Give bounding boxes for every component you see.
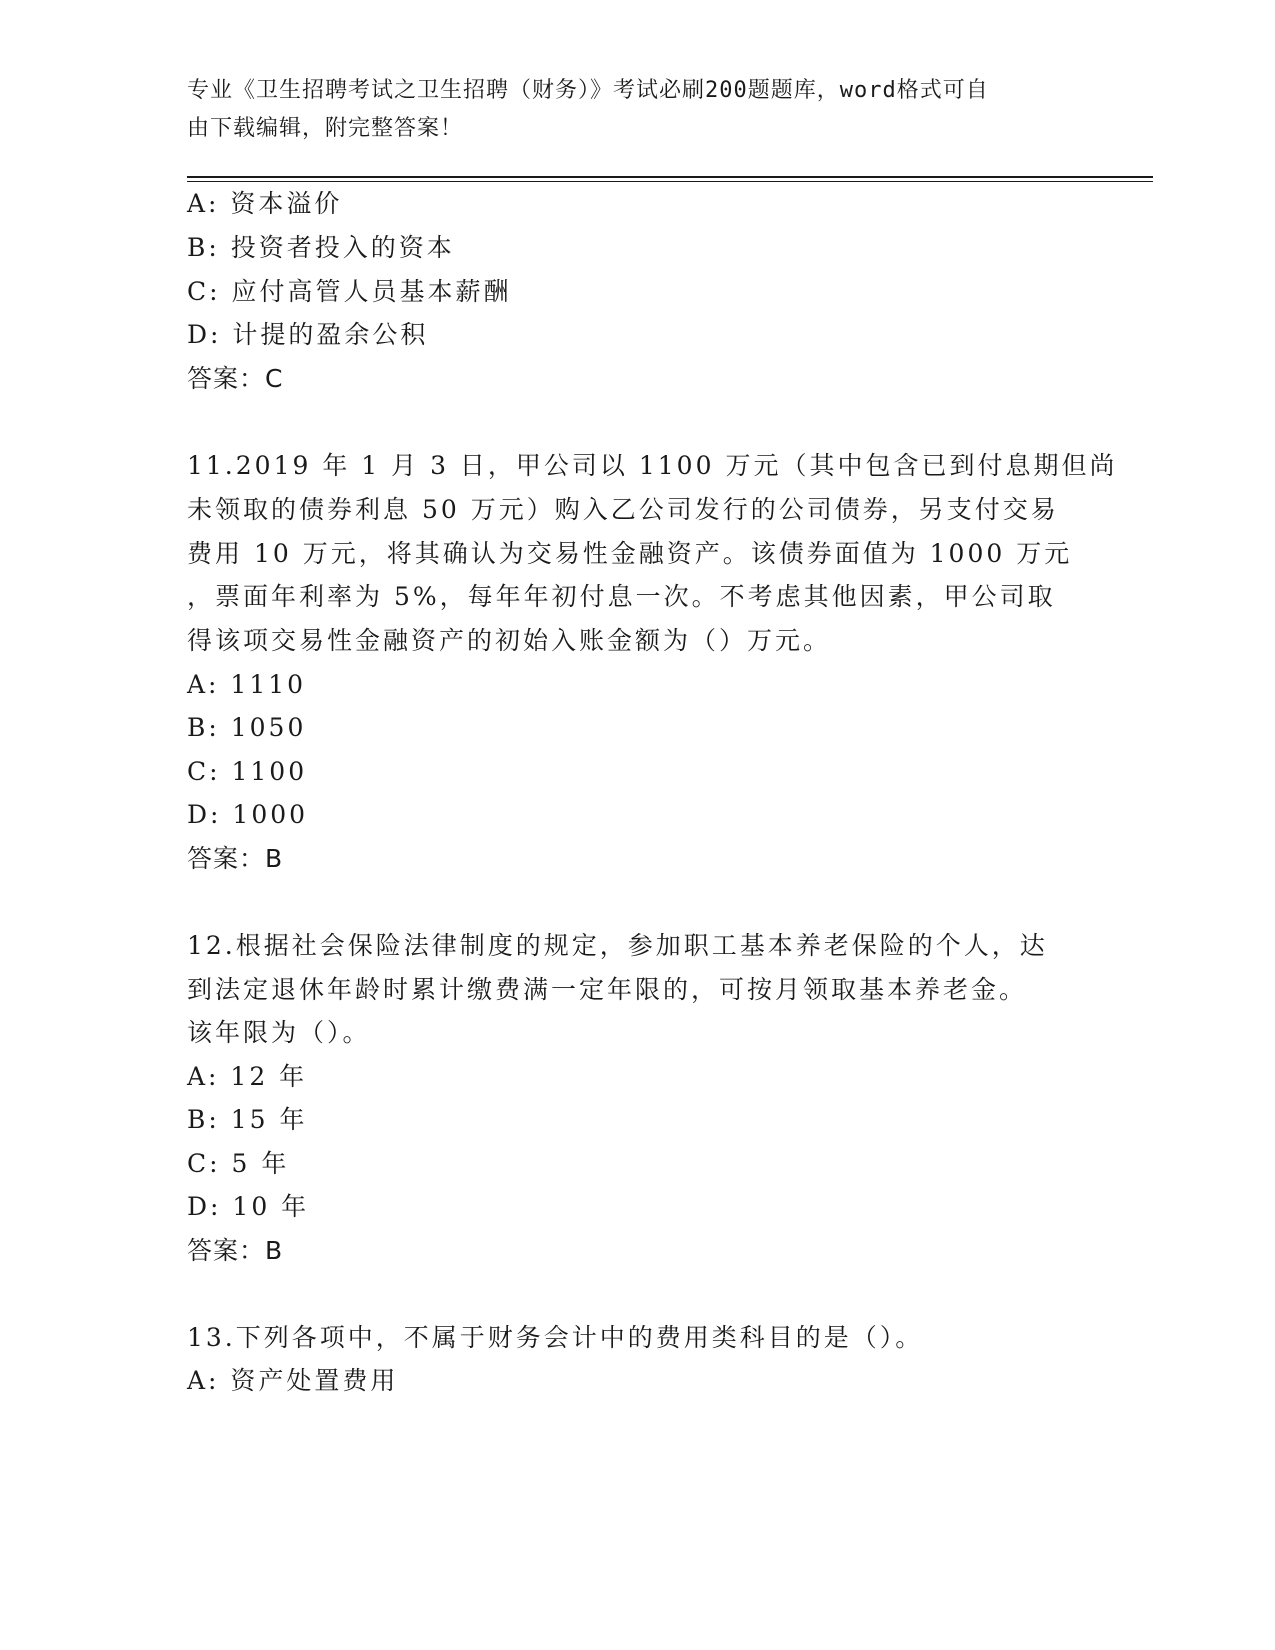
q12-option-b: B: 15 年 — [187, 1105, 308, 1134]
header-divider-thin — [187, 181, 1153, 182]
q11-answer: 答案：B — [187, 844, 284, 873]
q10-answer: 答案：C — [187, 364, 284, 393]
q10-option-d: D: 计提的盈余公积 — [187, 320, 429, 349]
document-header — [187, 72, 1067, 148]
q11-stem-line: 费用 10 万元，将其确认为交易性金融资产。该债券面值为 1000 万元 — [187, 539, 1073, 568]
q10-option-b: B: 投资者投入的资本 — [187, 233, 455, 262]
q11-stem-line: 得该项交易性金融资产的初始入账金额为（）万元。 — [187, 626, 832, 655]
header-divider — [187, 176, 1153, 178]
q12-stem-line: 该年限为（）。 — [187, 1018, 371, 1047]
header-line-1: 专业《卫生招聘考试之卫生招聘（财务）》考试必刷200题题库，word格式可自 — [187, 78, 989, 103]
q13-option-a: A: 资产处置费用 — [187, 1366, 399, 1395]
q12-stem-line: 12.根据社会保险法律制度的规定，参加职工基本养老保险的个人，达 — [187, 931, 1048, 960]
q13-stem-line: 13.下列各项中，不属于财务会计中的费用类科目的是（）。 — [187, 1323, 924, 1352]
q12-stem-line: 到法定退休年龄时累计缴费满一定年限的，可按月领取基本养老金。 — [187, 975, 1028, 1004]
q12-option-a: A: 12 年 — [187, 1062, 308, 1091]
q10-option-a: A: 资本溢价 — [187, 189, 343, 218]
header-line-2: 由下载编辑，附完整答案！ — [187, 116, 464, 141]
q10-option-c: C: 应付高管人员基本薪酬 — [187, 277, 512, 306]
q11-option-c: C: 1100 — [187, 757, 308, 786]
q12-answer: 答案：B — [187, 1236, 284, 1265]
q11-stem-line: 未领取的债券利息 50 万元）购入乙公司发行的公司债券，另支付交易 — [187, 495, 1059, 524]
q11-option-d: D: 1000 — [187, 800, 309, 829]
q11-stem-line: ，票面年利率为 5%，每年年初付息一次。不考虑其他因素，甲公司取 — [187, 582, 1056, 611]
q12-option-c: C: 5 年 — [187, 1149, 290, 1178]
q11-option-b: B: 1050 — [187, 713, 307, 742]
q12-option-d: D: 10 年 — [187, 1192, 310, 1221]
q11-option-a: A: 1110 — [187, 670, 307, 699]
q11-stem-line: 11.2019 年 1 月 3 日，甲公司以 1100 万元（其中包含已到付息期但尚 — [187, 451, 1118, 480]
